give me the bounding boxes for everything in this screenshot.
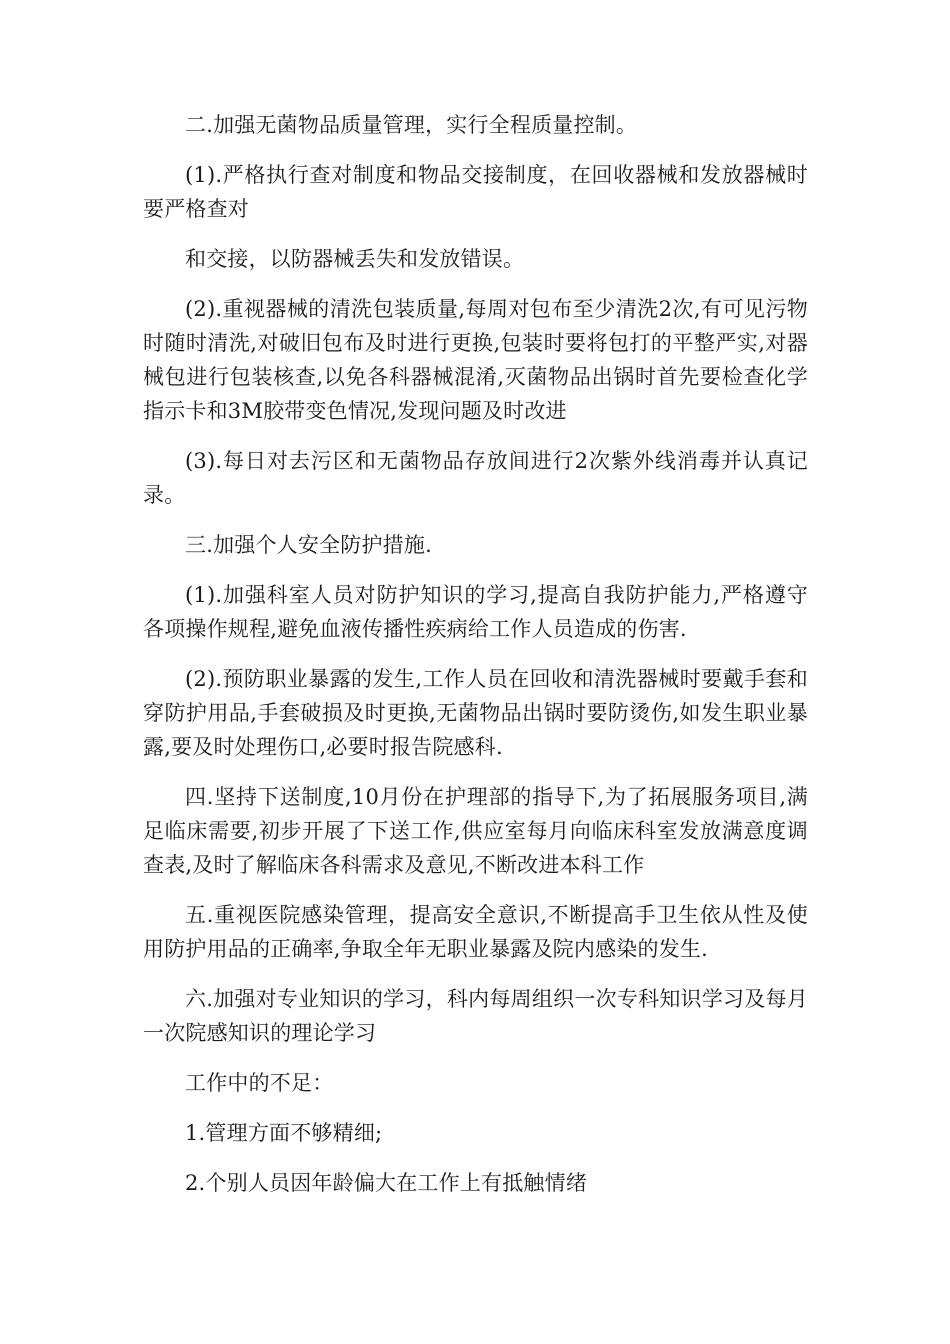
shortcoming-item-2: 2.个别人员因年龄偏大在工作上有抵触情绪 — [185, 1171, 588, 1195]
section-heading-2: 二.加强无菌物品质量管理，实行全程质量控制。 — [185, 113, 638, 137]
paragraph-2-1-cont: 和交接，以防器械丢失和发放错误。 — [185, 247, 525, 271]
section-heading-3: 三.加强个人安全防护措施. — [185, 533, 432, 557]
shortcomings-heading: 工作中的不足： — [185, 1071, 334, 1095]
paragraph-3-2: (2).预防职业暴露的发生,工作人员在回收和清洗器械时要戴手套和穿防护用品,手套破损及时更换,无菌物品出锅时要防烫伤,如发生职业暴露,要及时处理伤口,必要时报告院感科. — [143, 667, 808, 759]
paragraph-2-2: (2).重视器械的清洗包装质量,每周对包布至少清洗2次,有可见污物时随时清洗,对破旧包布及时进行更换,包装时要将包打的平整严实,对器械包进行包装核查,以免各科器械混淆,灭菌物品出锅时首先要检查化学指示卡和3M胶带变色情况,发现问题及时改进 — [143, 297, 808, 423]
paragraph-3-1: (1).加强科室人员对防护知识的学习,提高自我防护能力,严格遵守各项操作规程,避免血液传播性疾病给工作人员造成的伤害. — [143, 583, 808, 641]
paragraph-2-3: (3).每日对去污区和无菌物品存放间进行2次紫外线消毒并认真记录。 — [143, 449, 808, 507]
section-heading-4: 四.坚持下送制度,10月份在护理部的指导下,为了拓展服务项目,满足临床需要,初步开展了下送工作,供应室每月向临床科室发放满意度调查表,及时了解临床各科需求及意见,不断改进本科工作 — [143, 785, 808, 877]
section-heading-6: 六.加强对专业知识的学习，科内每周组织一次专科知识学习及每月一次院感知识的理论学习 — [143, 987, 808, 1045]
document-body — [143, 108, 808, 1216]
section-heading-5: 五.重视医院感染管理，提高安全意识,不断提高手卫生依从性及使用防护用品的正确率,争取全年无职业暴露及院内感染的发生. — [143, 903, 808, 961]
paragraph-2-1: (1).严格执行查对制度和物品交接制度，在回收器械和发放器械时要严格查对 — [143, 163, 808, 221]
shortcoming-item-1: 1.管理方面不够精细; — [185, 1121, 383, 1145]
